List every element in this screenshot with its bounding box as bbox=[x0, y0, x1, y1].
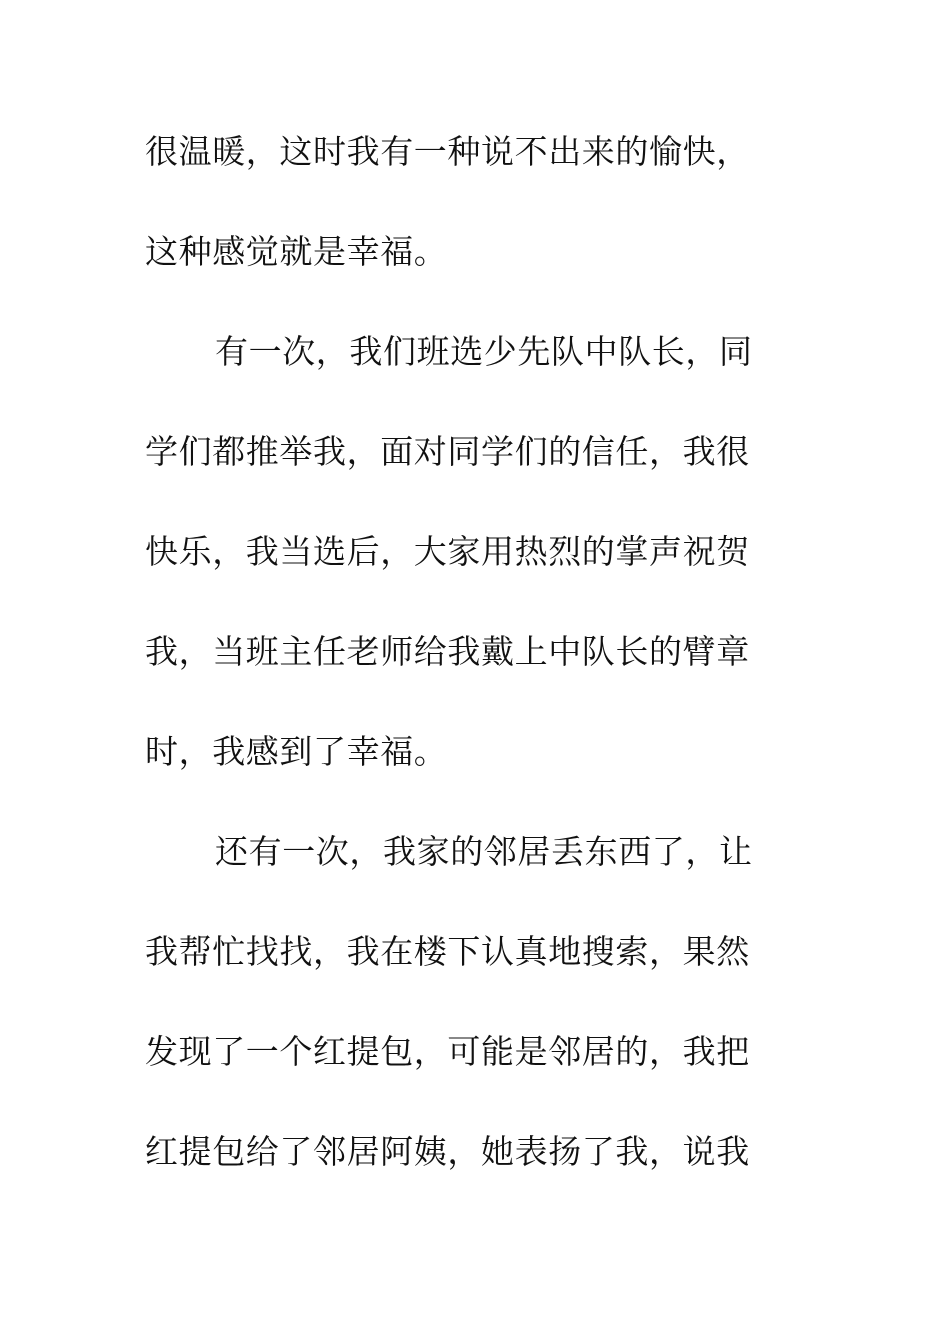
text-line: 时，我感到了幸福。 bbox=[145, 732, 448, 771]
text-line: 学们都推举我，面对同学们的信任，我很 bbox=[145, 432, 750, 471]
text-line: 很温暖，这时我有一种说不出来的愉快， bbox=[145, 132, 750, 171]
paragraph-first-line: 有一次，我们班选少先队中队长，同 bbox=[215, 332, 753, 371]
text-line: 发现了一个红提包，可能是邻居的，我把 bbox=[145, 1032, 750, 1071]
paragraph-first-line: 还有一次，我家的邻居丢东西了，让 bbox=[215, 832, 753, 871]
text-line: 我帮忙找找，我在楼下认真地搜索，果然 bbox=[145, 932, 750, 971]
text-line: 红提包给了邻居阿姨，她表扬了我，说我 bbox=[145, 1132, 750, 1171]
text-line: 这种感觉就是幸福。 bbox=[145, 232, 448, 271]
text-line: 快乐，我当选后，大家用热烈的掌声祝贺 bbox=[145, 532, 750, 571]
text-line: 我，当班主任老师给我戴上中队长的臂章 bbox=[145, 632, 750, 671]
